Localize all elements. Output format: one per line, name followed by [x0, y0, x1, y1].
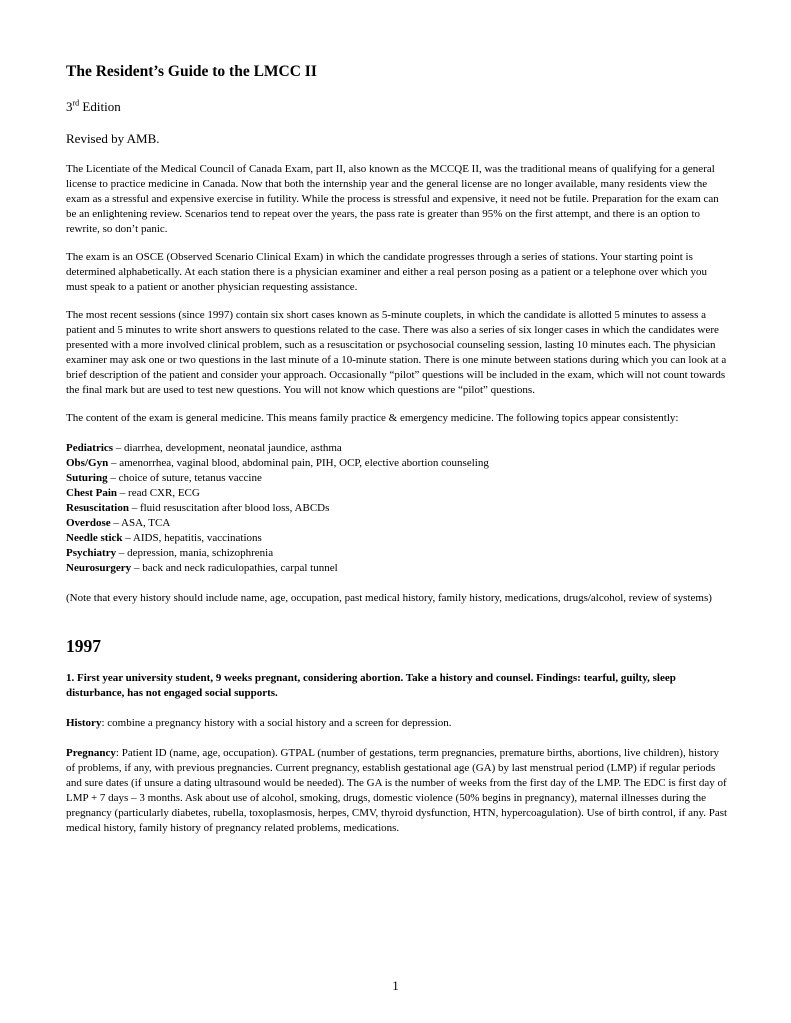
list-item: Psychiatry – depression, mania, schizophrenia [66, 547, 274, 559]
content-paragraph: The content of the exam is general medicine. This means family practice & emergency medicine. The following topics appear consistently: [66, 412, 679, 424]
history-paragraph: History: combine a pregnancy history with a social history and a screen for depression. [66, 717, 452, 729]
list-item: Suturing – choice of suture, tetanus vaccine [66, 472, 262, 484]
sessions-paragraph: The most recent sessions (since 1997) contain six short cases known as 5-minute couplets, in which the candidate is allotted 5 minutes to assess a patient and 5 minutes to write short answers to questions related to the case. There was also a series of six longer cases in which the candidates were presented with a more involved clinical problem, such as a resuscitation or psychosocial counseling session, lasting 10 minutes each. The physician examiner may ask one or two questions in the last minute of a 10-minute station. There is one minute between stations during which you can look at a brief description of the patient and consider your approach. Occasionally “pilot” questions will be included in the exam, which will not count towards the final mark but are used to test new questions. You will not know which questions are “pilot” questions. [66, 309, 727, 396]
edition-text: Edition [79, 99, 121, 114]
edition-line [66, 99, 728, 115]
list-item: Needle stick – AIDS, hepatitis, vaccinations [66, 532, 262, 544]
question-1: 1. First year university student, 9 weeks pregnant, considering abortion. Take a history and counsel. Findings: tearful, guilty, sleep disturbance, has not engaged social supports. [66, 672, 676, 699]
list-item: Overdose – ASA, TCA [66, 517, 171, 529]
page-number: 1 [392, 978, 399, 993]
revised-by: Revised by AMB. [66, 131, 160, 146]
list-item: Neurosurgery – back and neck radiculopathies, carpal tunnel [66, 562, 338, 574]
edition-superscript: rd [72, 98, 80, 108]
document-page [66, 62, 728, 836]
edition-number: 3 [66, 99, 73, 114]
list-item: Pediatrics – diarrhea, development, neonatal jaundice, asthma [66, 442, 342, 454]
list-item: Obs/Gyn – amenorrhea, vaginal blood, abdominal pain, PIH, OCP, elective abortion counseling [66, 457, 489, 469]
intro-paragraph: The Licentiate of the Medical Council of Canada Exam, part II, also known as the MCCQE II, was the traditional means of qualifying for a general license to practice medicine in Canada. Now that both the internship year and the general license are no longer available, many residents view the exam as a stressful and expensive exercise in futility. While the process is stressful and expensive, it need not be futile. Preparation for the exam can be an enlightening review. Scenarios tend to repeat over the years, the pass rate is greater than 95% on the first attempt, and there is an option to rewrite, so don’t panic. [66, 163, 719, 235]
pregnancy-paragraph: Pregnancy: Patient ID (name, age, occupation). GTPAL (number of gestations, term pregnancies, premature births, abortions, live children), history of problems, if any, with previous pregnancies. Current pregnancy, establish gestational age (GA) by last menstrual period (LMP) if regular periods and sure dates (if unsure a dating ultrasound would be needed). The GA is the number of weeks from the first day of the LMP. The EDC is first day of LMP + 7 days – 3 months. Ask about use of alcohol, smoking, drugs, domestic violence (50% begins in pregnancy), maternal illnesses during the pregnancy (particularly diabetes, rubella, toxoplasmosis, herpes, CMV, thyroid dysfunction, HTN, hypercoagulation). Use of birth control, if any. Past medical history, family history of pregnancy related problems, medications. [66, 747, 728, 834]
exam-format-paragraph: The exam is an OSCE (Observed Scenario Clinical Exam) in which the candidate progresses through a series of stations. Your starting point is determined alphabetically. At each station there is a physician examiner and either a real person posing as a patient or a telephone over which you must speak to a patient or another physician requesting assistance. [66, 251, 708, 293]
history-note: (Note that every history should include name, age, occupation, past medical history, family history, medications, drugs/alcohol, review of systems) [66, 592, 712, 604]
list-item: Chest Pain – read CXR, ECG [66, 487, 200, 499]
list-item: Resuscitation – fluid resuscitation after blood loss, ABCDs [66, 502, 330, 514]
section-year-heading: 1997 [66, 636, 101, 656]
topics-list [66, 441, 728, 576]
document-title: The Resident’s Guide to the LMCC II [66, 63, 317, 80]
